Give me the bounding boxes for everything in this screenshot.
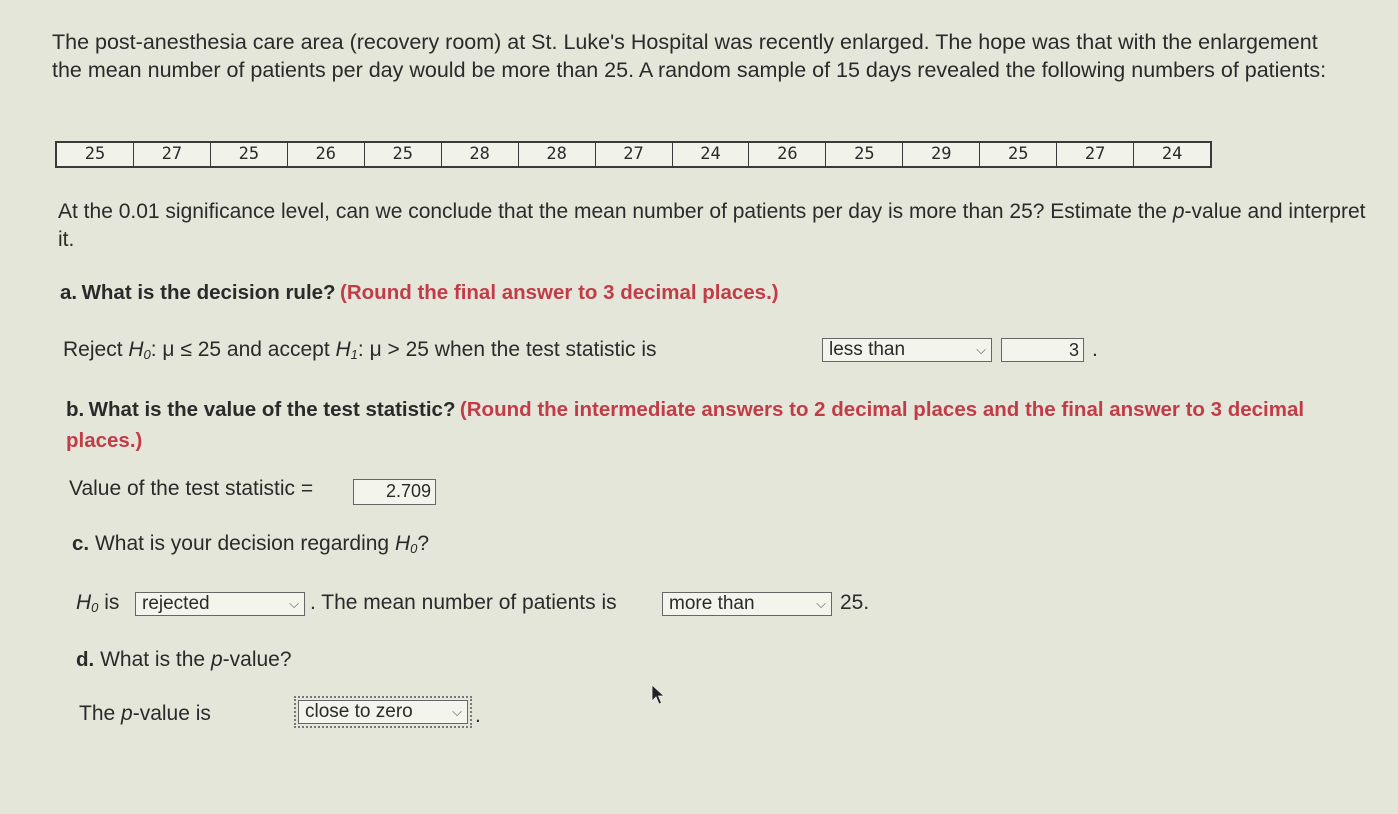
- c-qmark: ?: [417, 532, 430, 555]
- c-is-text: is: [98, 591, 120, 614]
- comparison-dropdown-value: more than: [669, 593, 755, 614]
- part-a-label: a.: [60, 281, 78, 304]
- table-cell: 28: [442, 143, 519, 166]
- part-b-heading: [66, 395, 1366, 457]
- c-h0-symbol: H: [394, 532, 411, 555]
- part-a-heading: [60, 281, 779, 305]
- p-value-focus-ring: [294, 696, 472, 728]
- h0-condition: : μ ≤ 25 and accept: [150, 338, 336, 361]
- patients-table: [55, 141, 1212, 168]
- table-cell: 27: [596, 143, 673, 166]
- reject-text: Reject: [63, 338, 129, 361]
- part-c-heading: [72, 532, 429, 556]
- h1-symbol: H: [335, 338, 351, 361]
- part-d-question-post: -value?: [222, 648, 292, 671]
- part-b-question: What is the value of the test statistic?: [88, 398, 456, 421]
- mean-text: . The mean number of patients is: [310, 591, 617, 614]
- p-value-label: [79, 702, 211, 726]
- decision-rule-text: [63, 338, 657, 362]
- chevron-down-icon: ⌵: [816, 596, 826, 611]
- critical-value-input[interactable]: 3: [1001, 338, 1084, 362]
- p-symbol: p: [1172, 200, 1185, 223]
- c-suffix: 25.: [840, 591, 870, 614]
- test-statistic-label: Value of the test statistic =: [69, 477, 314, 500]
- h0-subscript: 0: [143, 347, 151, 362]
- table-cell: 28: [519, 143, 596, 166]
- table-cell: 27: [1057, 143, 1134, 166]
- p-value-dropdown[interactable]: [298, 700, 468, 724]
- test-statistic-input[interactable]: 2.709: [353, 479, 436, 505]
- part-d-label: d.: [76, 648, 95, 671]
- decision-rule-period: .: [1092, 338, 1098, 361]
- c-answer-prefix: [76, 591, 119, 615]
- mouse-pointer-icon: [650, 684, 666, 706]
- part-b-label: b.: [66, 398, 85, 421]
- part-b-instruction: (Round the intermediate answers to 2 decimal places and the final answer to 3 decimal places.): [66, 398, 1305, 452]
- part-c-question: What is your decision regarding: [94, 532, 395, 555]
- table-cell: 26: [288, 143, 365, 166]
- c-h0-answer-symbol: H: [76, 591, 92, 614]
- part-a-instruction: (Round the final answer to 3 decimal places.): [340, 281, 779, 304]
- h1-subscript: 1: [350, 347, 358, 362]
- h1-condition: : μ > 25 when the test statistic is: [357, 338, 657, 361]
- c-h0-answer-subscript: 0: [91, 600, 99, 615]
- decision-rule-dropdown-value: less than: [829, 339, 906, 360]
- intro-paragraph: The post-anesthesia care area (recovery room) at St. Luke's Hospital was recently enlarged. The hope was that with the enlargement the mean number of patients per day would be more than 25. A random sample of 15 days revealed the following numbers of patients:: [52, 30, 1327, 82]
- decision-dropdown-value: rejected: [142, 593, 210, 614]
- comparison-dropdown[interactable]: [662, 592, 832, 616]
- p-value-label-post: -value is: [132, 702, 211, 725]
- chevron-down-icon: ⌵: [452, 704, 462, 719]
- table-cell: 27: [134, 143, 211, 166]
- p-value-label-pre: The: [79, 702, 122, 725]
- c-h0-subscript: 0: [410, 541, 418, 556]
- part-d-question-pre: What is the: [100, 648, 211, 671]
- table-cell: 25: [57, 143, 134, 166]
- table-cell: 24: [1161, 144, 1183, 164]
- decision-rule-dropdown[interactable]: [822, 338, 992, 362]
- table-cell: 24: [673, 143, 750, 166]
- p-value-p-symbol: p: [121, 702, 133, 725]
- table-cell: 25: [365, 143, 442, 166]
- p-value-period: .: [475, 704, 481, 727]
- table-cell: 26: [749, 143, 826, 166]
- part-a-question: What is the decision rule?: [81, 281, 336, 304]
- decision-dropdown[interactable]: [135, 592, 305, 616]
- table-cell: 25: [826, 143, 903, 166]
- d-p-symbol: p: [210, 648, 223, 671]
- question-text-1: At the 0.01 significance level, can we conclude that the mean number of patients per day is more than 25? Estimate the: [58, 200, 1173, 223]
- part-c-label: c.: [72, 532, 90, 555]
- table-cell: 25: [980, 143, 1057, 166]
- part-d-heading: [76, 648, 292, 672]
- question-prompt: [58, 198, 1378, 254]
- chevron-down-icon: ⌵: [289, 596, 299, 611]
- table-cell: 29: [903, 143, 980, 166]
- chevron-down-icon: ⌵: [976, 342, 986, 357]
- p-value-dropdown-value: close to zero: [305, 701, 413, 722]
- h0-symbol: H: [128, 338, 144, 361]
- question-text-2: -value and interpret it.: [58, 200, 1366, 251]
- table-cell: 25: [211, 143, 288, 166]
